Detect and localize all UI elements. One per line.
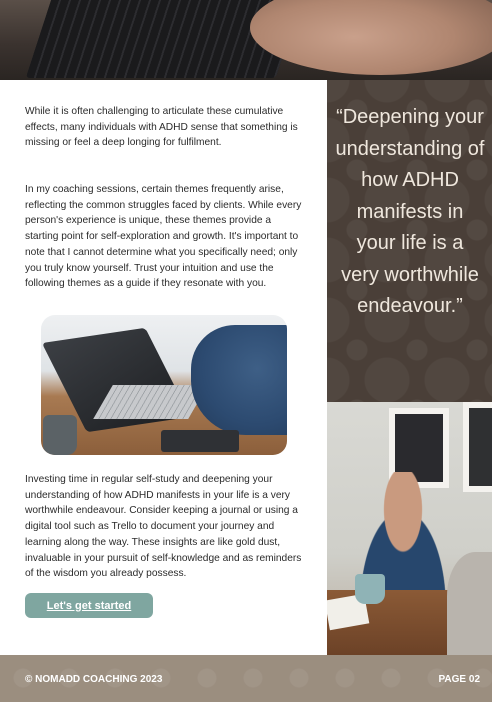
footer-copyright: © NOMADD COACHING 2023 [25, 674, 163, 685]
wall-frame [463, 402, 492, 492]
page-number: PAGE 02 [438, 674, 480, 685]
calculator [161, 430, 239, 452]
typing-hand [250, 0, 492, 75]
lets-get-started-button[interactable]: Let's get started [25, 593, 153, 618]
person-arm [191, 325, 287, 435]
pull-quote: “Deepening your understanding of how ADHD manifests in your life is a very worthwhile endeavour.” [335, 106, 485, 317]
laptop-writing-photo [41, 315, 287, 455]
quote-panel [327, 80, 492, 402]
paragraph-intro: While it is often challenging to articulate these cumulative effects, many individuals with ADHD sense that something is missing or feel a deep longing for fulfilment. [25, 106, 298, 149]
coffee-mug [43, 415, 77, 455]
paragraph-self-study: Investing time in regular self-study and deepening your understanding of how ADHD manifests in your life is a very worthwhile endeavour. Consider keeping a journal or using a digital tool such as Trello to document your journey and learning along the way. These insights are like gold dust, invaluable in your pursuit of self-knowledge and as reminders of the wisdom you already possess. [25, 474, 302, 580]
paragraph-coaching-themes: In my coaching sessions, certain themes frequently arise, reflecting the common struggles faced by clients. While every person's experience is unique, these themes provide a starting point for self-exploration and growth. It's important to note that I cannot determine what you specifically need; only you truly know yourself. Trust your intuition and use the following themes as a guide if they resonate with you. [25, 184, 302, 290]
page-footer [0, 655, 492, 702]
laptop-typing-photo [0, 0, 492, 80]
laptop-keys [93, 385, 208, 419]
main-text-column [0, 80, 327, 655]
teal-cup [355, 574, 385, 604]
coaching-man-photo [327, 402, 492, 655]
other-person-shoulder [447, 552, 492, 655]
